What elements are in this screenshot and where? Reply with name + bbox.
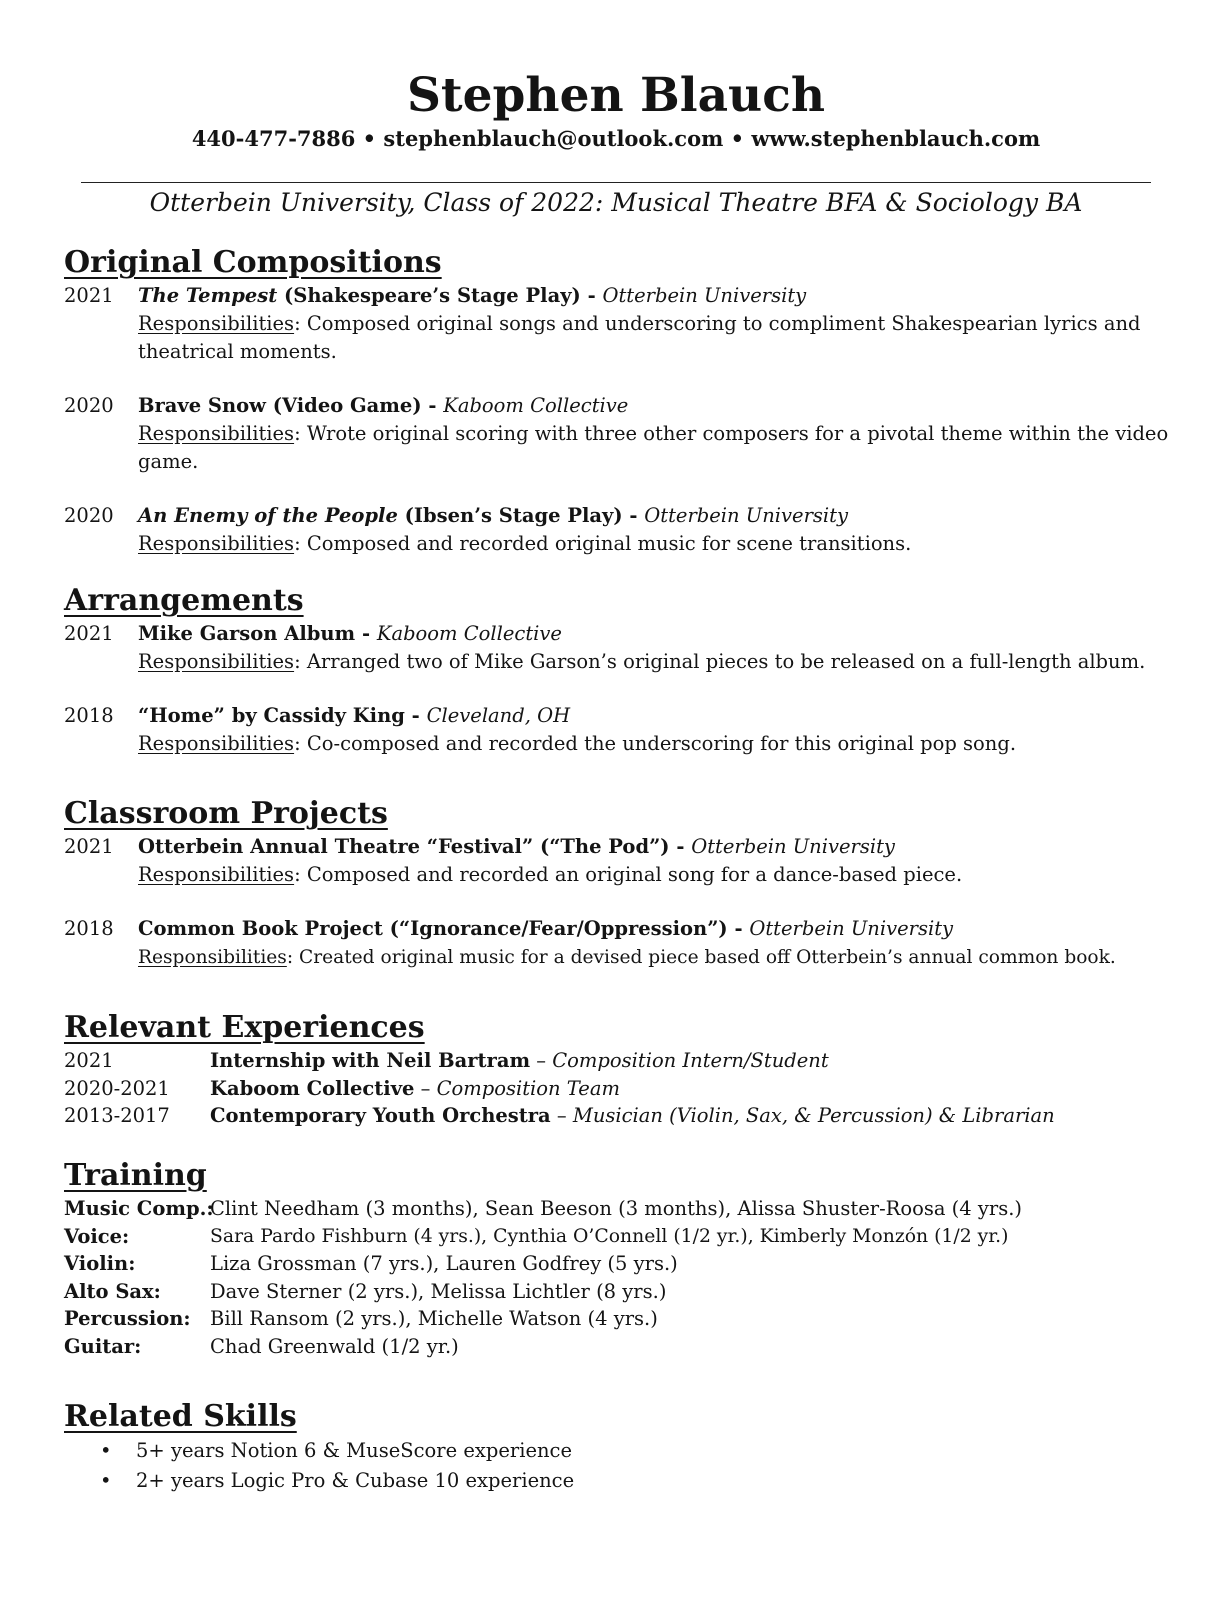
section-heading: Training	[64, 1158, 207, 1193]
training-label: Violin:	[64, 1252, 136, 1275]
entry-organization: Kaboom Collective	[443, 394, 629, 417]
entry-title: “Home” by Cassidy King -	[138, 704, 427, 727]
skills-list	[64, 1436, 1174, 1496]
section-heading: Arrangements	[64, 583, 304, 618]
section-heading: Classroom Projects	[64, 796, 388, 831]
classroom-entry	[64, 915, 1174, 972]
skill-text: 2+ years Logic Pro & Cubase 10 experience	[136, 1469, 575, 1492]
contact-separator: •	[355, 126, 384, 151]
entry-organization: Otterbein University	[602, 284, 807, 307]
training-label: Guitar:	[64, 1334, 142, 1358]
experience-row: 2013-2017 Contemporary Youth Orchestra – Musician (Violin, Sax, & Percussion) & Librarian	[64, 1102, 1174, 1130]
section-heading: Relevant Experiences	[64, 1010, 425, 1045]
responsibilities-label: Responsibilities	[138, 947, 287, 968]
training-label: Music Comp.:	[64, 1197, 214, 1220]
entry-organization: Otterbein University	[691, 835, 895, 858]
entry-year: 2021	[64, 622, 114, 645]
responsibilities-text: : Composed and recorded original music for scene transitions.	[294, 532, 912, 555]
phone: 440-477-7886	[191, 126, 356, 151]
bullet-icon: •	[100, 1469, 112, 1492]
entry-year: 2021	[64, 835, 114, 858]
contact-line	[0, 124, 1232, 154]
experience-year: 2021	[64, 1049, 114, 1072]
entry-title: An Enemy of the People (Ibsen’s Stage Play) -	[138, 504, 645, 527]
arrangement-entry	[64, 620, 1174, 676]
responsibilities-label: Responsibilities	[138, 650, 295, 673]
experience-organization: Internship with Neil Bartram	[210, 1049, 531, 1072]
education-line: Otterbein University, Class of 2022: Musical Theatre BFA & Sociology BA	[149, 188, 1083, 217]
entry-title: Mike Garson Album -	[138, 622, 377, 645]
list-item	[64, 1466, 1174, 1496]
entry-title: Common Book Project (“Ignorance/Fear/Oppression”) -	[138, 917, 750, 940]
experience-year: 2020-2021	[64, 1076, 170, 1100]
experience-role: Musician (Violin, Sax, & Percussion) & Librarian	[572, 1104, 1055, 1127]
entry-organization: Otterbein University	[749, 917, 954, 940]
arrangement-entry	[64, 702, 1174, 758]
responsibilities-label: Responsibilities	[138, 312, 295, 335]
classroom-entry	[64, 833, 1174, 889]
composition-entry	[64, 502, 1174, 558]
training-text: Liza Grossman (7 yrs.), Lauren Godfrey (5 yrs.)	[210, 1252, 678, 1275]
entry-year: 2021	[64, 284, 114, 307]
responsibilities-text: : Arranged two of Mike Garson’s original pieces to be released on a full-length album.	[294, 650, 1146, 673]
website[interactable]: www.stephenblauch.com	[751, 126, 1041, 151]
training-label: Voice:	[64, 1224, 130, 1248]
responsibilities-text: : Composed original songs and underscoring to compliment Shakespearian lyrics and theatrical moments.	[138, 312, 1141, 363]
composition-entry	[64, 392, 1174, 476]
training-row	[64, 1278, 1174, 1306]
experience-row: 2020-2021 Kaboom Collective – Composition Team	[64, 1075, 1174, 1103]
bullet-icon: •	[100, 1439, 112, 1462]
responsibilities-label: Responsibilities	[138, 532, 295, 555]
training-row	[64, 1250, 1174, 1278]
training-row	[64, 1223, 1174, 1251]
entry-title: Brave Snow (Video Game) -	[138, 394, 444, 417]
section-heading: Related Skills	[64, 1399, 297, 1434]
entry-year: 2018	[64, 917, 114, 940]
experience-organization: Kaboom Collective	[210, 1076, 415, 1100]
entry-title: The Tempest (Shakespeare’s Stage Play) -	[138, 284, 603, 307]
header-divider	[81, 182, 1151, 183]
training-text: Bill Ransom (2 yrs.), Michelle Watson (4 yrs.)	[210, 1307, 658, 1330]
training-text: Dave Sterner (2 yrs.), Melissa Lichtler (8 yrs.)	[210, 1279, 667, 1303]
entry-organization: Kaboom Collective	[376, 622, 562, 645]
training-row	[64, 1305, 1174, 1333]
experience-role: Composition Team	[436, 1076, 620, 1100]
experience-role: Composition Intern/Student	[552, 1049, 829, 1072]
responsibilities-text: : Composed and recorded an original song for a dance-based piece.	[294, 863, 963, 886]
entry-year: 2020	[64, 504, 114, 527]
section-relevant-experiences	[64, 1009, 1174, 1130]
composition-entry	[64, 282, 1174, 366]
section-related-skills	[64, 1398, 1174, 1496]
training-text: Sara Pardo Fishburn (4 yrs.), Cynthia O’Connell (1/2 yr.), Kimberly Monzón (1/2 yr.)	[210, 1225, 1009, 1247]
training-text: Clint Needham (3 months), Sean Beeson (3 months), Alissa Shuster-Roosa (4 yrs.)	[210, 1197, 1023, 1220]
skill-text: 5+ years Notion 6 & MuseScore experience	[136, 1439, 573, 1462]
training-text: Chad Greenwald (1/2 yr.)	[210, 1334, 459, 1358]
responsibilities-label: Responsibilities	[138, 732, 295, 755]
experience-row: 2021 Internship with Neil Bartram – Composition Intern/Student	[64, 1047, 1174, 1075]
resume-name: Stephen Blauch	[406, 68, 826, 123]
responsibilities-text: : Wrote original scoring with three other composers for a pivotal theme within the video game.	[138, 422, 1169, 473]
entry-year: 2020	[64, 394, 114, 417]
contact-separator: •	[723, 126, 752, 151]
entry-organization: Cleveland, OH	[426, 704, 571, 727]
training-label: Alto Sax:	[64, 1279, 161, 1303]
training-row	[64, 1333, 1174, 1361]
entry-organization: Otterbein University	[644, 504, 849, 527]
section-arrangements	[64, 582, 1174, 758]
training-row	[64, 1195, 1174, 1223]
list-item	[64, 1436, 1174, 1466]
section-classroom-projects	[64, 795, 1174, 972]
responsibilities-label: Responsibilities	[138, 422, 295, 445]
experience-organization: Contemporary Youth Orchestra	[210, 1104, 551, 1127]
responsibilities-label: Responsibilities	[138, 863, 295, 886]
responsibilities-text: : Created original music for a devised piece based off Otterbein’s annual common book.	[286, 947, 1116, 968]
section-training	[64, 1157, 1174, 1360]
training-label: Percussion:	[64, 1307, 191, 1330]
entry-title: Otterbein Annual Theatre “Festival” (“The Pod”) -	[138, 835, 692, 858]
section-original-compositions	[64, 244, 1174, 558]
email[interactable]: stephenblauch@outlook.com	[383, 126, 724, 151]
entry-year: 2018	[64, 704, 114, 727]
experience-year: 2013-2017	[64, 1104, 170, 1127]
responsibilities-text: : Co-composed and recorded the underscoring for this original pop song.	[294, 732, 1017, 755]
section-heading: Original Compositions	[64, 245, 442, 280]
